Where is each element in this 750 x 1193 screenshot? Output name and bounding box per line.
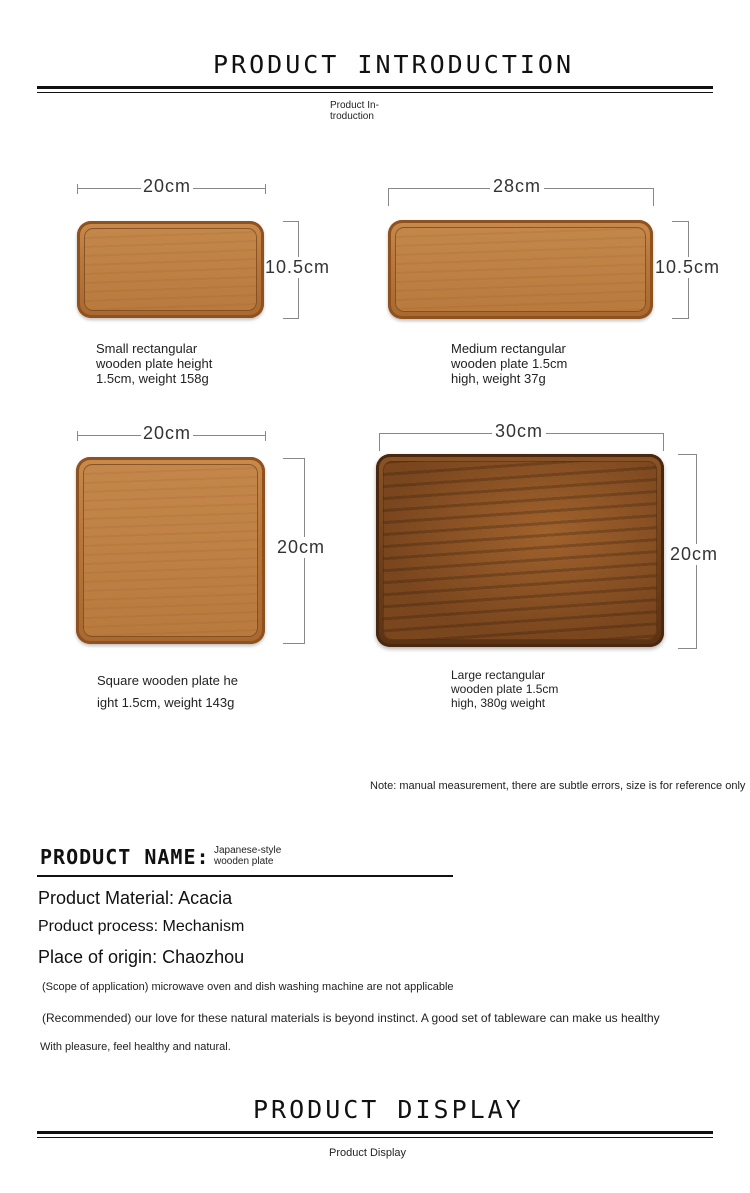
product-name-line: Japanese-style <box>214 845 282 856</box>
height-label: 10.5cm <box>655 257 721 277</box>
display-subheading: Product Display <box>329 1147 407 1159</box>
dimension-tick <box>283 643 305 644</box>
wooden-plate-image <box>388 220 653 319</box>
wooden-plate-image <box>376 454 664 647</box>
dimension-tick <box>265 431 266 441</box>
caption-line: high, weight 37g <box>451 371 546 386</box>
intro-rule-thin <box>37 92 713 93</box>
caption-line: high, 380g weight <box>451 696 546 710</box>
dimension-tick <box>672 221 689 222</box>
width-label: 30cm <box>492 421 546 442</box>
caption-line: wooden plate height <box>96 356 213 371</box>
caption-line: Small rectangular <box>96 341 198 356</box>
intro-heading: PRODUCT INTRODUCTION <box>213 50 575 79</box>
pleasure-text: With pleasure, feel healthy and natural. <box>40 1041 231 1053</box>
dimension-tick <box>379 433 380 451</box>
caption-line: wooden plate 1.5cm <box>451 356 568 371</box>
intro-rule-thick <box>37 86 713 89</box>
height-label: 20cm <box>277 537 326 557</box>
wooden-plate-image <box>77 221 264 318</box>
dimension-tick <box>672 318 689 319</box>
caption-line: 1.5cm, weight 158g <box>96 371 209 386</box>
width-label: 20cm <box>143 423 192 443</box>
intro-subheading <box>330 100 379 122</box>
product-process: Product process: Mechanism <box>38 918 245 935</box>
plate-caption <box>451 341 567 386</box>
display-rule-thin <box>37 1137 713 1138</box>
caption-line: Medium rectangular <box>451 341 566 356</box>
dimension-tick <box>283 458 305 459</box>
intro-subheading-line1: Product In- <box>330 100 379 111</box>
dimension-tick <box>77 431 78 441</box>
dimension-tick <box>265 184 266 194</box>
recommended-text: (Recommended) our love for these natural materials is beyond instinct. A good set of tableware can make us healthy <box>42 1011 660 1025</box>
dimension-tick <box>77 184 78 194</box>
dimension-tick <box>388 188 389 206</box>
intro-subheading-line2: troduction <box>330 111 374 122</box>
dimension-tick <box>678 648 697 649</box>
caption-line: wooden plate 1.5cm <box>451 682 559 696</box>
product-name-line: wooden plate <box>214 856 274 867</box>
width-label: 28cm <box>490 176 544 197</box>
caption-line: ight 1.5cm, weight 143g <box>97 695 235 710</box>
product-name-rule <box>37 875 453 877</box>
dimension-tick <box>678 454 697 455</box>
wooden-plate-image <box>76 457 265 644</box>
height-label: 20cm <box>670 544 719 564</box>
height-label: 10.5cm <box>265 257 331 277</box>
display-rule-thick <box>37 1131 713 1134</box>
plate-caption <box>97 670 238 714</box>
product-material: Product Material: Acacia <box>38 888 233 908</box>
product-name-value <box>214 845 281 867</box>
width-label: 20cm <box>143 176 192 196</box>
caption-line: Large rectangular <box>451 668 546 682</box>
dimension-tick <box>663 433 664 451</box>
product-name-label: PRODUCT NAME: <box>40 845 210 869</box>
scope-of-application: (Scope of application) microwave oven and dish washing machine are not applicable <box>42 981 454 993</box>
dimension-tick <box>283 318 299 319</box>
dimension-tick <box>653 188 654 206</box>
dimension-tick <box>283 221 299 222</box>
plate-caption <box>451 668 558 710</box>
caption-line: Square wooden plate he <box>97 673 238 688</box>
display-heading: PRODUCT DISPLAY <box>253 1095 524 1124</box>
measurement-note: Note: manual measurement, there are subtle errors, size is for reference only <box>370 780 746 792</box>
place-of-origin: Place of origin: Chaozhou <box>38 947 245 967</box>
plate-caption <box>96 341 212 386</box>
